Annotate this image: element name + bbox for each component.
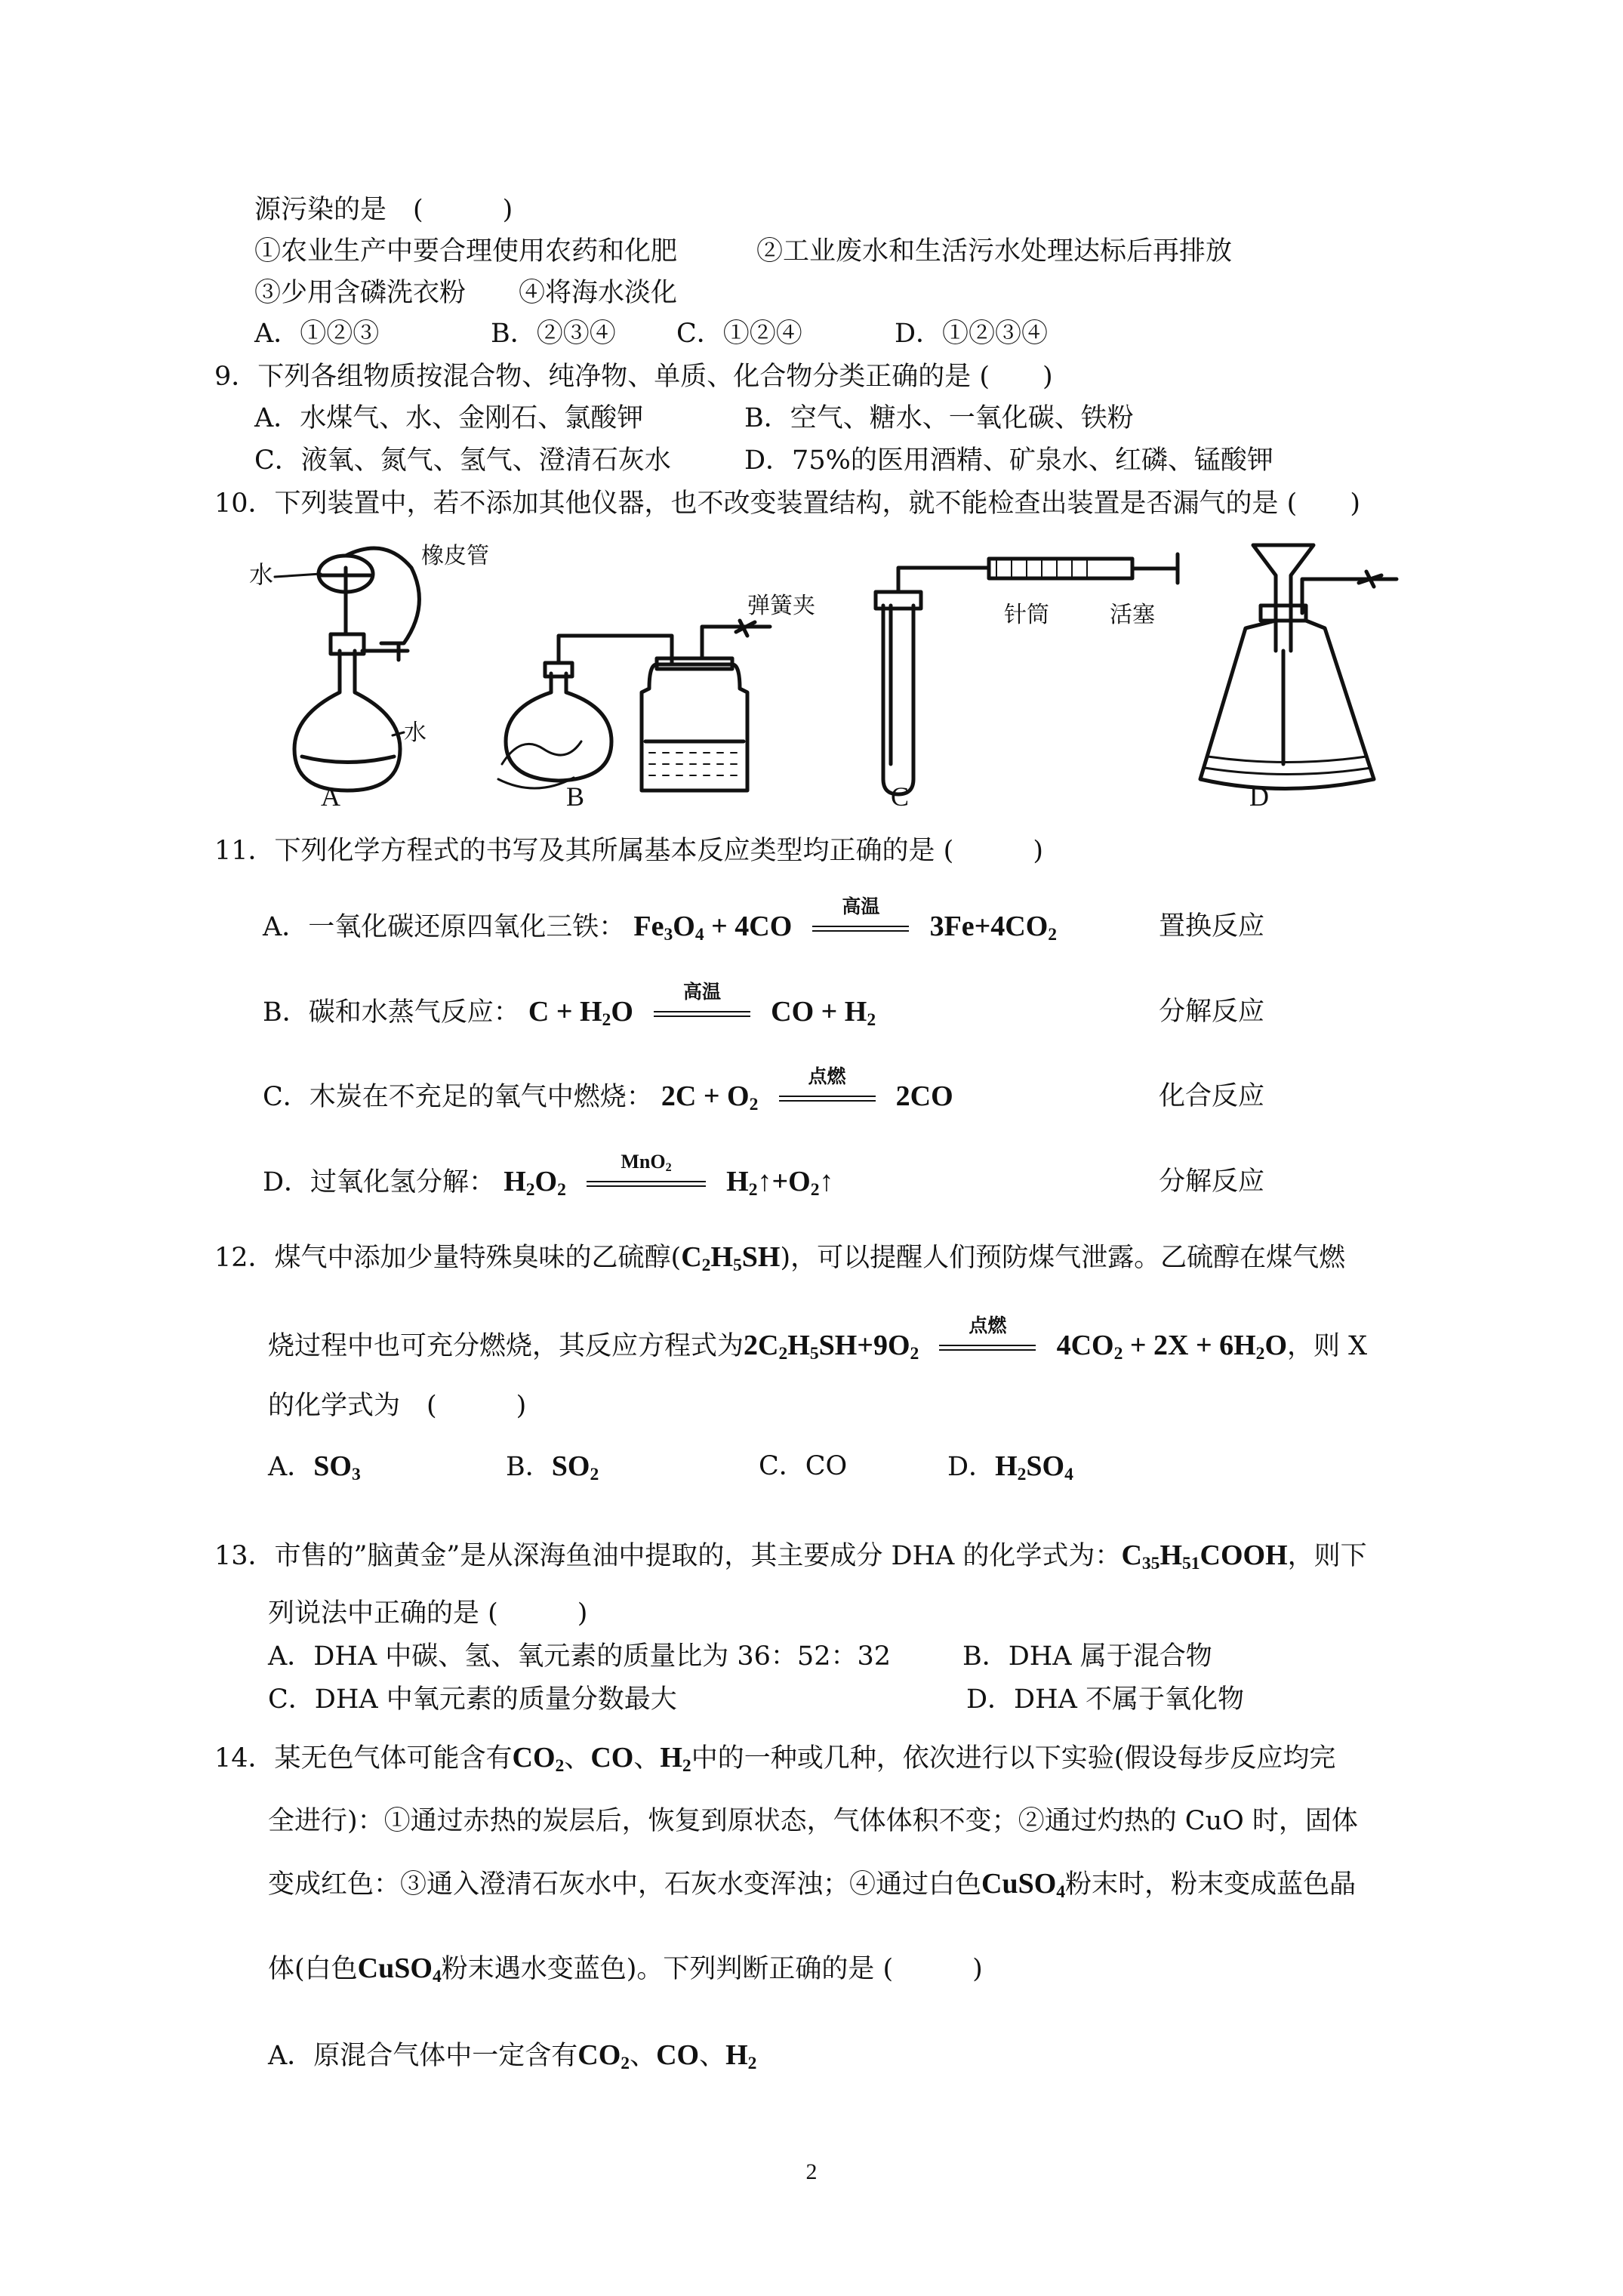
q13-option-a: A．DHA 中碳、氢、氧元素的质量比为 36：52：32 — [268, 1641, 891, 1672]
label-piston: 活塞 — [1110, 602, 1155, 628]
q12-option-a: A．$SO_3$ — [268, 1450, 361, 1484]
q11-a-prefix: A．一氧化碳还原四氧化三铁： — [263, 912, 626, 942]
q8-option-d: D．①②③④ — [895, 319, 1049, 349]
q11-d-condition: MnO$_2$ — [582, 1169, 710, 1199]
q8-statement-line-1: ①农业生产中要合理使用农药和化肥 ②工业废水和生活污水处理达标后再排放 — [254, 236, 1233, 267]
q11-d-type: 分解反应 — [1159, 1166, 1265, 1197]
q14-line-3: 变成红色：③通入澄清石灰水中，石灰水变浑浊；④通过白色CuSO$_4$粉末时，粉末变成蓝色晶 — [268, 1868, 1357, 1902]
apparatus-c — [876, 554, 1178, 794]
q9-stem: 9．下列各组物质按混合物、纯净物、单质、化合物分类正确的是 ( ) — [214, 362, 1053, 392]
q13-option-d: D．DHA 不属于氧化物 — [966, 1684, 1245, 1715]
q9-option-b: B．空气、糖水、一氧化碳、铁粉 — [744, 403, 1134, 433]
q11-stem: 11．下列化学方程式的书写及其所属基本反应类型均正确的是 ( ) — [214, 836, 1043, 866]
q12-option-b: B．$SO_2$ — [506, 1450, 599, 1484]
label-rubber-tube: 橡皮管 — [421, 543, 489, 569]
label-water-bottom: 水 — [404, 720, 427, 746]
caption-b: B — [566, 781, 585, 809]
label-spring-clip: 弹簧夹 — [747, 593, 815, 619]
q13-option-b: B．DHA 属于混合物 — [962, 1641, 1212, 1672]
q9-option-d: D．75%的医用酒精、矿泉水、红磷、锰酸钾 — [744, 445, 1273, 476]
q8-statement-line-2: ③少用含磷洗衣粉 ④将海水淡化 — [254, 278, 678, 308]
apparatus-a — [249, 538, 419, 791]
q11-a-equation-left: $Fe_3O_4 + 4CO$ — [633, 911, 793, 945]
q8-option-a: A．①②③ — [254, 319, 380, 349]
q11-option-b — [263, 980, 876, 1030]
q12-option-d: D．$H_2SO_4$ — [947, 1450, 1073, 1484]
q11-b-prefix: B．碳和水蒸气反应： — [263, 997, 520, 1028]
q11-b-equation-right: CO + $H_2$ — [771, 996, 876, 1030]
q10-stem: 10．下列装置中，若不添加其他仪器，也不改变装置结构，就不能检查出装置是否漏气的是 ( ) — [214, 488, 1360, 519]
q11-d-equation-left: $H_2O_2$ — [504, 1166, 566, 1200]
q14-line-2: 全进行)：①通过赤热的炭层后，恢复到原状态，气体体积不变；②通过灼热的 CuO 时，固体 — [268, 1806, 1358, 1836]
q11-b-equation-left: $C + H_2O$ — [528, 996, 633, 1030]
q8-option-c: C．①②④ — [676, 319, 802, 349]
q11-a-condition: 高温 — [808, 914, 913, 944]
q11-d-equation-right: $H_2↑+O_2↑$ — [726, 1166, 834, 1200]
caption-d: D — [1249, 781, 1269, 809]
q11-c-condition: 点燃 — [775, 1083, 880, 1114]
q11-c-type: 化合反应 — [1159, 1081, 1265, 1111]
q11-c-equation-left: $2C + O_2$ — [661, 1080, 759, 1114]
q10-apparatus-figure — [249, 538, 1427, 809]
q13-line-1: 13．市售的”脑黄金”是从深海鱼油中提取的，其主要成分 DHA 的化学式为：$C_{35}H_{51}COOH$，则下 — [214, 1539, 1367, 1573]
q11-a-type: 置换反应 — [1159, 911, 1265, 942]
q11-d-prefix: D．过氧化氢分解： — [263, 1167, 496, 1197]
q13-line-2: 列说法中正确的是 ( ) — [268, 1598, 588, 1629]
label-syringe: 针筒 — [1004, 602, 1049, 628]
q12-option-c: C．CO — [759, 1451, 848, 1481]
q9-option-a: A．水煤气、水、金刚石、氯酸钾 — [254, 403, 644, 433]
q8-option-b: B．②③④ — [491, 319, 616, 349]
q11-c-equation-right: 2CO — [895, 1080, 953, 1112]
q12-line-3: 的化学式为 ( ) — [268, 1391, 527, 1421]
q14-option-a: A．原混合气体中一定含有$CO_2$、CO、$H_2$ — [268, 2039, 757, 2073]
apparatus-d — [1200, 545, 1397, 789]
q13-option-c: C．DHA 中氧元素的质量分数最大 — [268, 1684, 677, 1715]
caption-a: A — [321, 781, 340, 809]
q12-condition: 点燃 — [935, 1333, 1040, 1363]
q12-line-2: 烧过程中也可充分燃烧，其反应方程式为$2C_2H_5SH+9O_2$ 点燃 $4CO_2 + 2X + 6H_2O$，则 X — [268, 1314, 1368, 1364]
q11-b-type: 分解反应 — [1159, 997, 1265, 1027]
q8-stem: 源污染的是 ( ) — [254, 195, 513, 225]
q11-option-c — [263, 1065, 953, 1114]
q9-option-c: C．液氧、氮气、氢气、澄清石灰水 — [254, 445, 671, 476]
q11-option-a — [263, 895, 1058, 945]
q14-line-4: 体(白色CuSO$_4$粉末遇水变蓝色)。下列判断正确的是 ( ) — [268, 1952, 983, 1986]
label-water-top: 水 — [249, 560, 274, 589]
q11-c-prefix: C．木炭在不充足的氧气中燃烧： — [263, 1082, 653, 1112]
q12-line-1: 12．煤气中添加少量特殊臭味的乙硫醇$(C_2H_5SH)$，可以提醒人们预防煤气泄露。乙硫醇在煤气燃 — [214, 1241, 1346, 1275]
apparatus-b — [498, 621, 770, 791]
q11-option-d — [263, 1150, 834, 1200]
q11-a-equation-right: $3Fe+4CO_2$ — [929, 911, 1058, 945]
caption-c: C — [891, 781, 910, 809]
q14-line-1: 14．某无色气体可能含有$CO_2$、CO、$H_2$中的一种或几种，依次进行以下实验(假设每步反应均完 — [214, 1742, 1336, 1776]
q11-b-condition: 高温 — [649, 999, 755, 1029]
page-number: 2 — [805, 2159, 818, 2184]
